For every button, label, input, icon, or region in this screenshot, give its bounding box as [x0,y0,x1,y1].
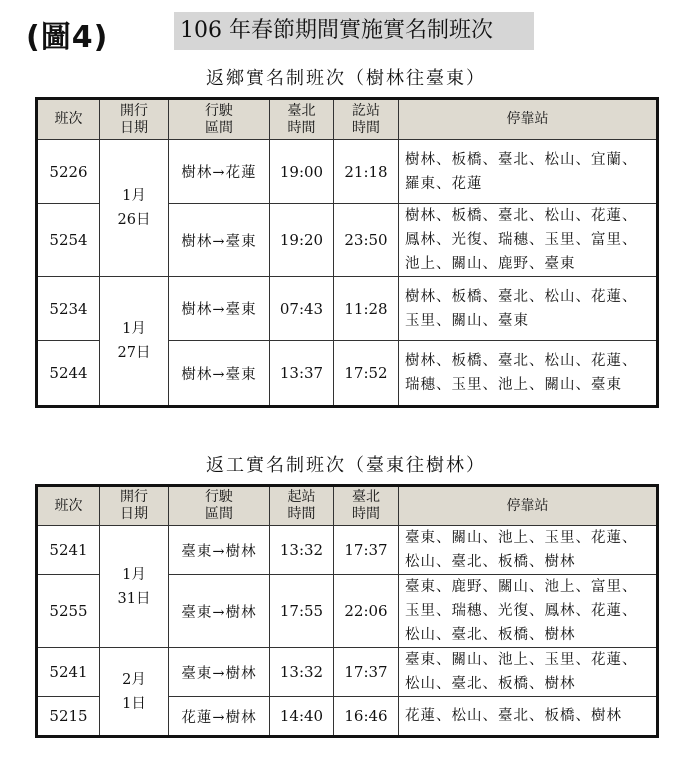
table-row [37,277,658,341]
col-header-route: 行駛 區間 [169,486,270,526]
arrive-time: 11:28 [334,277,399,341]
depart-time: 13:32 [270,648,334,697]
stops: 樹林、板橋、臺北、松山、花蓮、瑞穗、玉里、池上、關山、臺東 [399,341,658,407]
train-number: 5215 [37,697,100,737]
depart-time: 07:43 [270,277,334,341]
depart-time: 19:00 [270,140,334,204]
return-schedule-table [35,484,659,738]
depart-time: 14:40 [270,697,334,737]
table2-caption: 返工實名制班次（臺東往樹林） [206,455,486,476]
route: 花蓮→樹林 [169,697,270,737]
train-number: 5234 [37,277,100,341]
arrive-time: 21:18 [334,140,399,204]
route: 樹林→臺東 [169,341,270,407]
col-header-stops: 停靠站 [399,99,658,140]
stops: 臺東、關山、池上、玉里、花蓮、松山、臺北、板橋、樹林 [399,648,658,697]
route: 臺東→樹林 [169,575,270,648]
figure-label: (圖4) [26,20,109,55]
outbound-schedule-table [35,97,659,408]
route: 樹林→臺東 [169,204,270,277]
col-header-train: 班次 [37,99,100,140]
col-header-train: 班次 [37,486,100,526]
train-number: 5241 [37,648,100,697]
stops: 樹林、板橋、臺北、松山、花蓮、玉里、關山、臺東 [399,277,658,341]
route: 樹林→臺東 [169,277,270,341]
banner-title: 106 年春節期間實施實名制班次 [174,12,534,50]
col-header-time1: 臺北 時間 [270,99,334,140]
route: 臺東→樹林 [169,648,270,697]
depart-time: 17:55 [270,575,334,648]
taipei-time: 17:37 [334,648,399,697]
col-header-stops: 停靠站 [399,486,658,526]
run-date: 1月 27日 [100,277,169,407]
stops: 花蓮、松山、臺北、板橋、樹林 [399,697,658,737]
table-row [37,140,658,204]
col-header-time2: 訖站 時間 [334,99,399,140]
col-header-time1: 起站 時間 [270,486,334,526]
col-header-date: 開行 日期 [100,99,169,140]
depart-time: 13:32 [270,526,334,575]
depart-time: 13:37 [270,341,334,407]
stops: 樹林、板橋、臺北、松山、宜蘭、羅東、花蓮 [399,140,658,204]
table-header-row [37,486,658,526]
table-header-row [37,99,658,140]
col-header-route: 行駛 區間 [169,99,270,140]
run-date: 2月 1日 [100,648,169,737]
route: 臺東→樹林 [169,526,270,575]
table-row [37,648,658,697]
train-number: 5254 [37,204,100,277]
train-number: 5255 [37,575,100,648]
train-number: 5244 [37,341,100,407]
run-date: 1月 31日 [100,526,169,648]
taipei-time: 22:06 [334,575,399,648]
stops: 臺東、鹿野、關山、池上、富里、玉里、瑞穗、光復、鳳林、花蓮、松山、臺北、板橋、樹林 [399,575,658,648]
depart-time: 19:20 [270,204,334,277]
col-header-time2: 臺北 時間 [334,486,399,526]
table1-caption: 返鄉實名制班次（樹林往臺東） [206,68,486,89]
stops: 樹林、板橋、臺北、松山、花蓮、鳳林、光復、瑞穗、玉里、富里、池上、關山、鹿野、臺東 [399,204,658,277]
arrive-time: 23:50 [334,204,399,277]
col-header-date: 開行 日期 [100,486,169,526]
table-row [37,526,658,575]
route: 樹林→花蓮 [169,140,270,204]
train-number: 5241 [37,526,100,575]
train-number: 5226 [37,140,100,204]
taipei-time: 17:37 [334,526,399,575]
taipei-time: 16:46 [334,697,399,737]
arrive-time: 17:52 [334,341,399,407]
stops: 臺東、關山、池上、玉里、花蓮、松山、臺北、板橋、樹林 [399,526,658,575]
run-date: 1月 26日 [100,140,169,277]
